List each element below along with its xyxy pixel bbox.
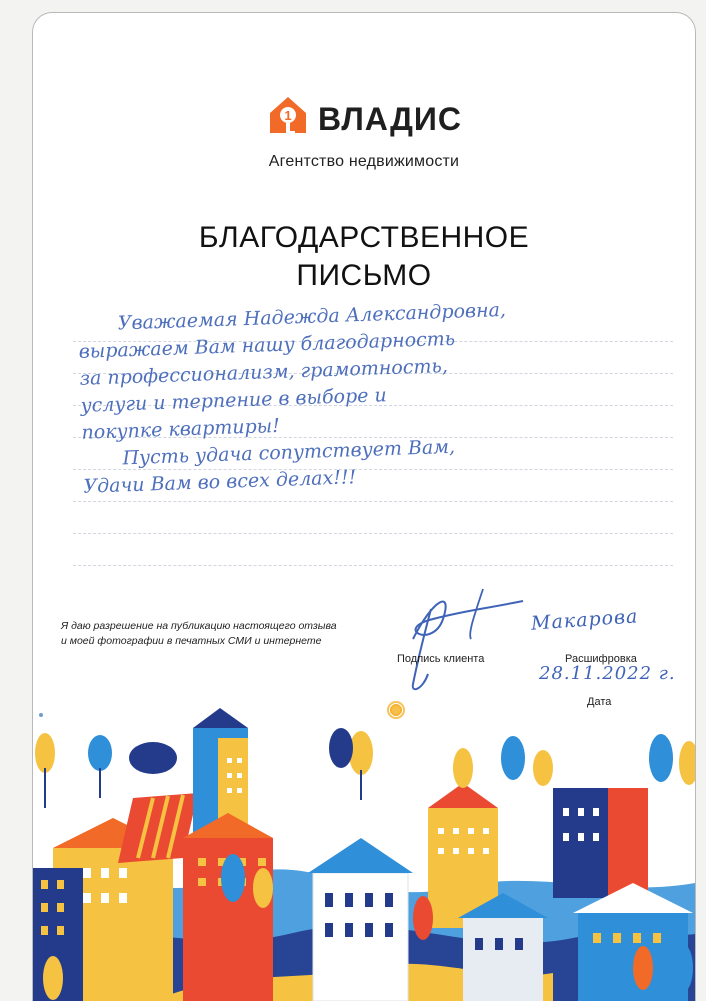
consent-line: Я даю разрешение на публикацию настоящего отзыва: [61, 620, 337, 632]
message-line: за профессионализм, грамотность,: [79, 354, 449, 390]
message-line: Пусть удача сопутствует Вам,: [122, 435, 456, 470]
decor-dot: [39, 713, 43, 717]
message-line: покупке квартиры!: [81, 414, 281, 444]
city-illustration: [33, 698, 695, 1001]
message-line: Удачи Вам во всех делах!!!: [83, 466, 357, 498]
handwritten-message: [77, 290, 696, 532]
decoding-value: Макарова: [530, 605, 640, 635]
date-label: Дата: [587, 696, 612, 708]
signature-scribble: [373, 579, 553, 699]
message-line: выражаем Вам нашу благодарность: [78, 327, 456, 363]
brand-tagline: Агентство недвижимости: [268, 153, 460, 170]
writing-line: [73, 565, 673, 566]
message-line: услуги и терпение в выборе и: [80, 384, 388, 417]
brand-name: ВЛАДИС: [318, 101, 462, 137]
consent-text: [61, 619, 381, 649]
date-value: 28.11.2022 г.: [539, 663, 676, 684]
consent-line: и моей фотографии в печатных СМИ и интернете: [61, 635, 322, 647]
document-title-line-1: БЛАГОДАРСТВЕННОЕ: [198, 221, 530, 254]
writing-line: [73, 533, 673, 534]
svg-text:1: 1: [284, 108, 292, 123]
message-line: Уважаемая Надежда Александровна,: [117, 298, 507, 335]
decoding-label: Расшифровка: [565, 653, 637, 665]
document-title-line-2: ПИСЬМО: [296, 259, 432, 292]
letter-sheet: [32, 12, 696, 1001]
signature-label: Подпись клиента: [397, 653, 485, 665]
